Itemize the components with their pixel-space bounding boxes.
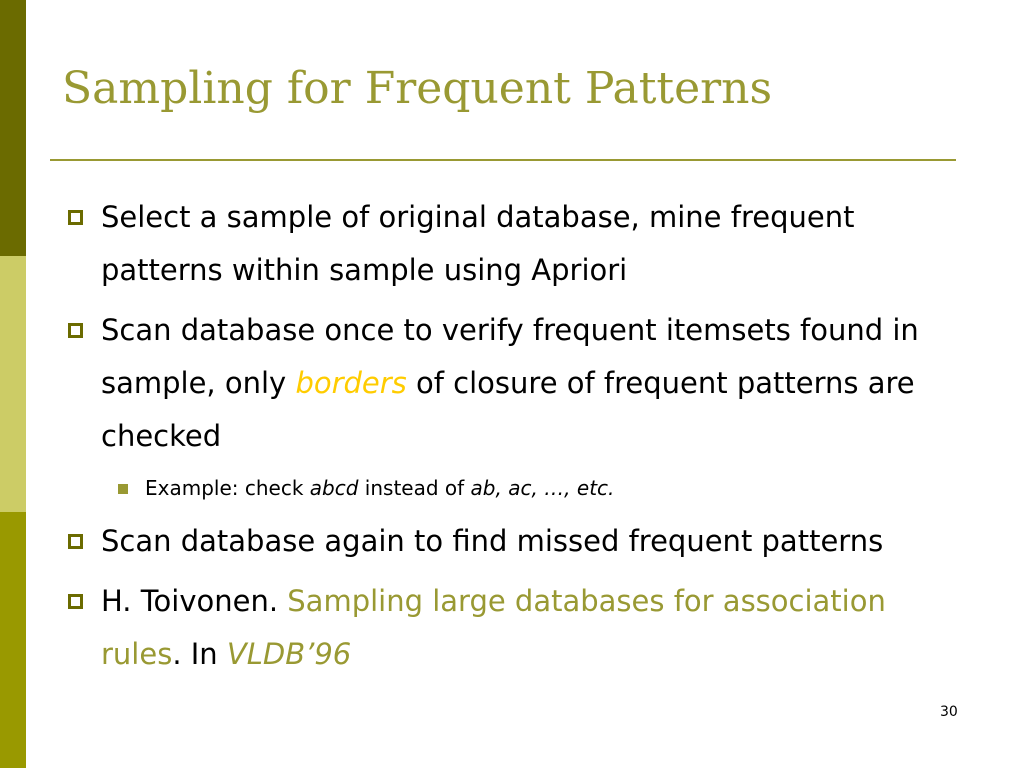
venue-link[interactable]: VLDB’96 — [226, 637, 352, 671]
bullet-item — [64, 515, 944, 568]
hollow-square-icon — [68, 210, 83, 225]
slide-title: Sampling for Frequent Patterns — [62, 63, 773, 114]
hollow-square-icon — [68, 534, 83, 549]
italic-term: abcd — [309, 476, 359, 500]
side-bar-middle — [0, 256, 26, 512]
page-number: 30 — [940, 704, 958, 720]
bullet-item — [64, 304, 944, 463]
filled-square-icon — [118, 484, 128, 494]
text-run: of closure of frequent patterns are checked — [101, 366, 915, 453]
sub-bullet-item — [64, 470, 944, 506]
side-bar-bottom — [0, 512, 26, 768]
text-run: Scan database once to verify frequent itemsets found in sample, only — [101, 313, 919, 400]
reference-link[interactable]: Sampling large databases for association rules — [101, 584, 886, 671]
text-run: Example: check — [145, 476, 310, 500]
text-run: Scan database again to find missed frequent patterns — [101, 524, 884, 558]
title-divider — [50, 159, 956, 161]
bullet-text — [101, 584, 886, 671]
bullet-text — [101, 200, 854, 287]
sub-bullet-text — [145, 476, 614, 500]
text-run: . In — [172, 637, 227, 671]
bullet-text — [101, 524, 883, 558]
bullet-text — [101, 313, 919, 453]
text-run: H. Toivonen. — [101, 584, 288, 618]
hollow-square-icon — [68, 323, 83, 338]
bullet-list — [64, 191, 944, 688]
bullet-item — [64, 575, 944, 681]
text-run: instead of — [358, 476, 471, 500]
highlighted-term: borders — [295, 366, 407, 400]
side-bar-top — [0, 0, 26, 256]
bullet-item — [64, 191, 944, 297]
italic-term: ab, ac, …, etc. — [470, 476, 615, 500]
hollow-square-icon — [68, 594, 83, 609]
text-run: Select a sample of original database, mine frequent patterns within sample using Apriori — [101, 200, 855, 287]
